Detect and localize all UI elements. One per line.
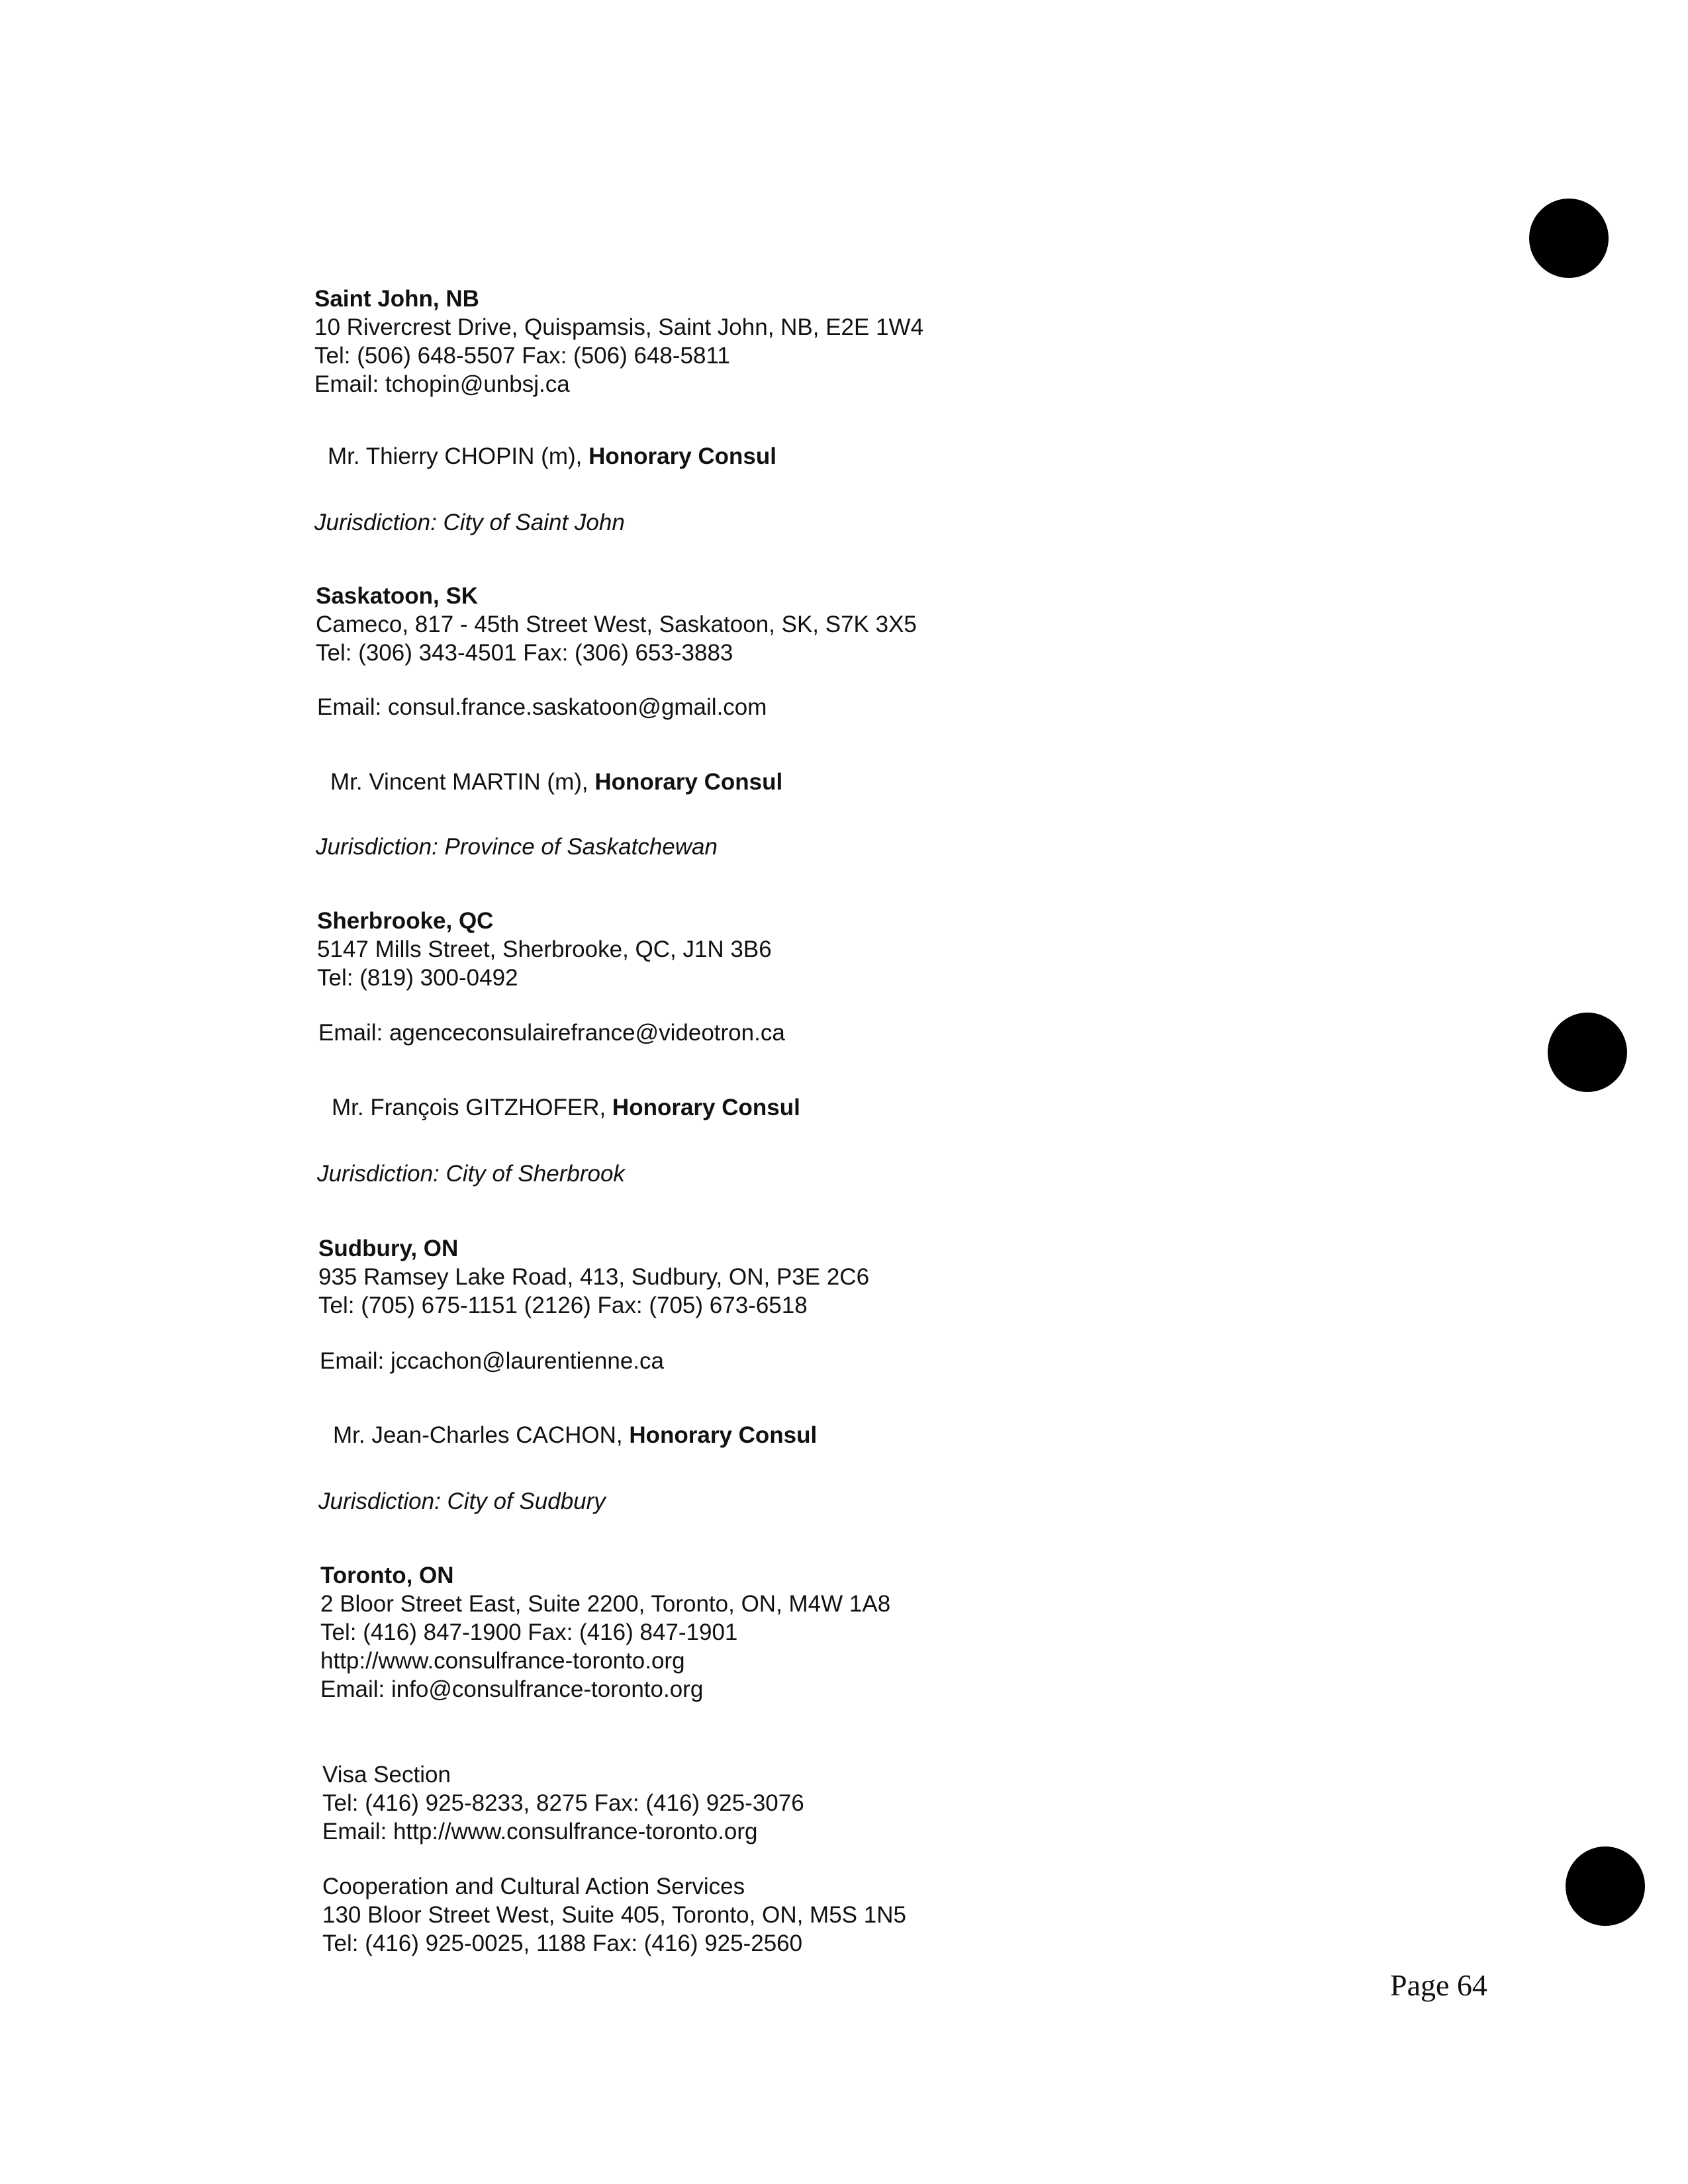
cooperation-phone-line: Tel: (416) 925-0025, 1188 Fax: (416) 925-2560: [322, 1931, 803, 1956]
consul-line: [330, 768, 782, 796]
website-line: http://www.consulfrance-toronto.org: [320, 1648, 685, 1674]
page-number: Page 64: [1390, 1968, 1487, 2002]
consul-title: Honorary Consul: [629, 1422, 818, 1448]
phone-line: Tel: (306) 343-4501 Fax: (306) 653-3883: [316, 640, 733, 666]
consul-line: [328, 442, 776, 471]
phone-line: Tel: (705) 675-1151 (2126) Fax: (705) 673-6518: [318, 1293, 808, 1318]
punch-hole-top: [1529, 199, 1609, 278]
address-line: 935 Ramsey Lake Road, 413, Sudbury, ON, P3E 2C6: [318, 1264, 870, 1290]
jurisdiction-line: Jurisdiction: City of Saint John: [314, 510, 625, 535]
consul-line: [333, 1421, 817, 1449]
consul-title: Honorary Consul: [594, 769, 783, 795]
address-line: Cameco, 817 - 45th Street West, Saskatoon, SK, S7K 3X5: [316, 612, 917, 637]
email-line: Email: tchopin@unbsj.ca: [314, 371, 570, 397]
phone-line: Tel: (416) 847-1900 Fax: (416) 847-1901: [320, 1619, 738, 1645]
jurisdiction-line: Jurisdiction: Province of Saskatchewan: [316, 834, 718, 860]
email-line: Email: agenceconsulairefrance@videotron.ca: [318, 1020, 785, 1046]
entry-heading: Sudbury, ON: [318, 1236, 459, 1261]
entry-heading: Saskatoon, SK: [316, 583, 479, 609]
consul-line: [332, 1093, 800, 1122]
email-line: Email: jccachon@laurentienne.ca: [320, 1348, 664, 1374]
entry-heading: Saint John, NB: [314, 286, 479, 312]
entry-heading: Sherbrooke, QC: [317, 908, 494, 934]
address-line: 5147 Mills Street, Sherbrooke, QC, J1N 3B6: [317, 936, 772, 962]
consul-name: Mr. François GITZHOFER,: [332, 1095, 612, 1120]
email-line: Email: info@consulfrance-toronto.org: [320, 1676, 704, 1702]
consul-title: Honorary Consul: [588, 443, 776, 469]
punch-hole-bottom: [1566, 1846, 1645, 1926]
punch-hole-middle: [1548, 1013, 1627, 1092]
phone-line: Tel: (819) 300-0492: [317, 965, 518, 991]
consul-title: Honorary Consul: [612, 1095, 800, 1120]
address-line: 10 Rivercrest Drive, Quispamsis, Saint John, NB, E2E 1W4: [314, 314, 924, 340]
visa-section-title: Visa Section: [322, 1762, 451, 1788]
email-line: Email: consul.france.saskatoon@gmail.com: [317, 694, 767, 720]
cooperation-title: Cooperation and Cultural Action Services: [322, 1874, 745, 1899]
visa-phone-line: Tel: (416) 925-8233, 8275 Fax: (416) 925-3076: [322, 1790, 804, 1816]
phone-line: Tel: (506) 648-5507 Fax: (506) 648-5811: [314, 343, 730, 369]
entry-heading: Toronto, ON: [320, 1563, 454, 1588]
cooperation-address-line: 130 Bloor Street West, Suite 405, Toronto, ON, M5S 1N5: [322, 1902, 906, 1928]
visa-email-line: Email: http://www.consulfrance-toronto.org: [322, 1819, 758, 1844]
address-line: 2 Bloor Street East, Suite 2200, Toronto, ON, M4W 1A8: [320, 1591, 891, 1617]
consul-name: Mr. Jean-Charles CACHON,: [333, 1422, 630, 1448]
consul-name: Mr. Thierry CHOPIN (m),: [328, 443, 589, 469]
jurisdiction-line: Jurisdiction: City of Sudbury: [318, 1488, 606, 1514]
jurisdiction-line: Jurisdiction: City of Sherbrook: [317, 1161, 625, 1187]
consul-name: Mr. Vincent MARTIN (m),: [330, 769, 595, 795]
